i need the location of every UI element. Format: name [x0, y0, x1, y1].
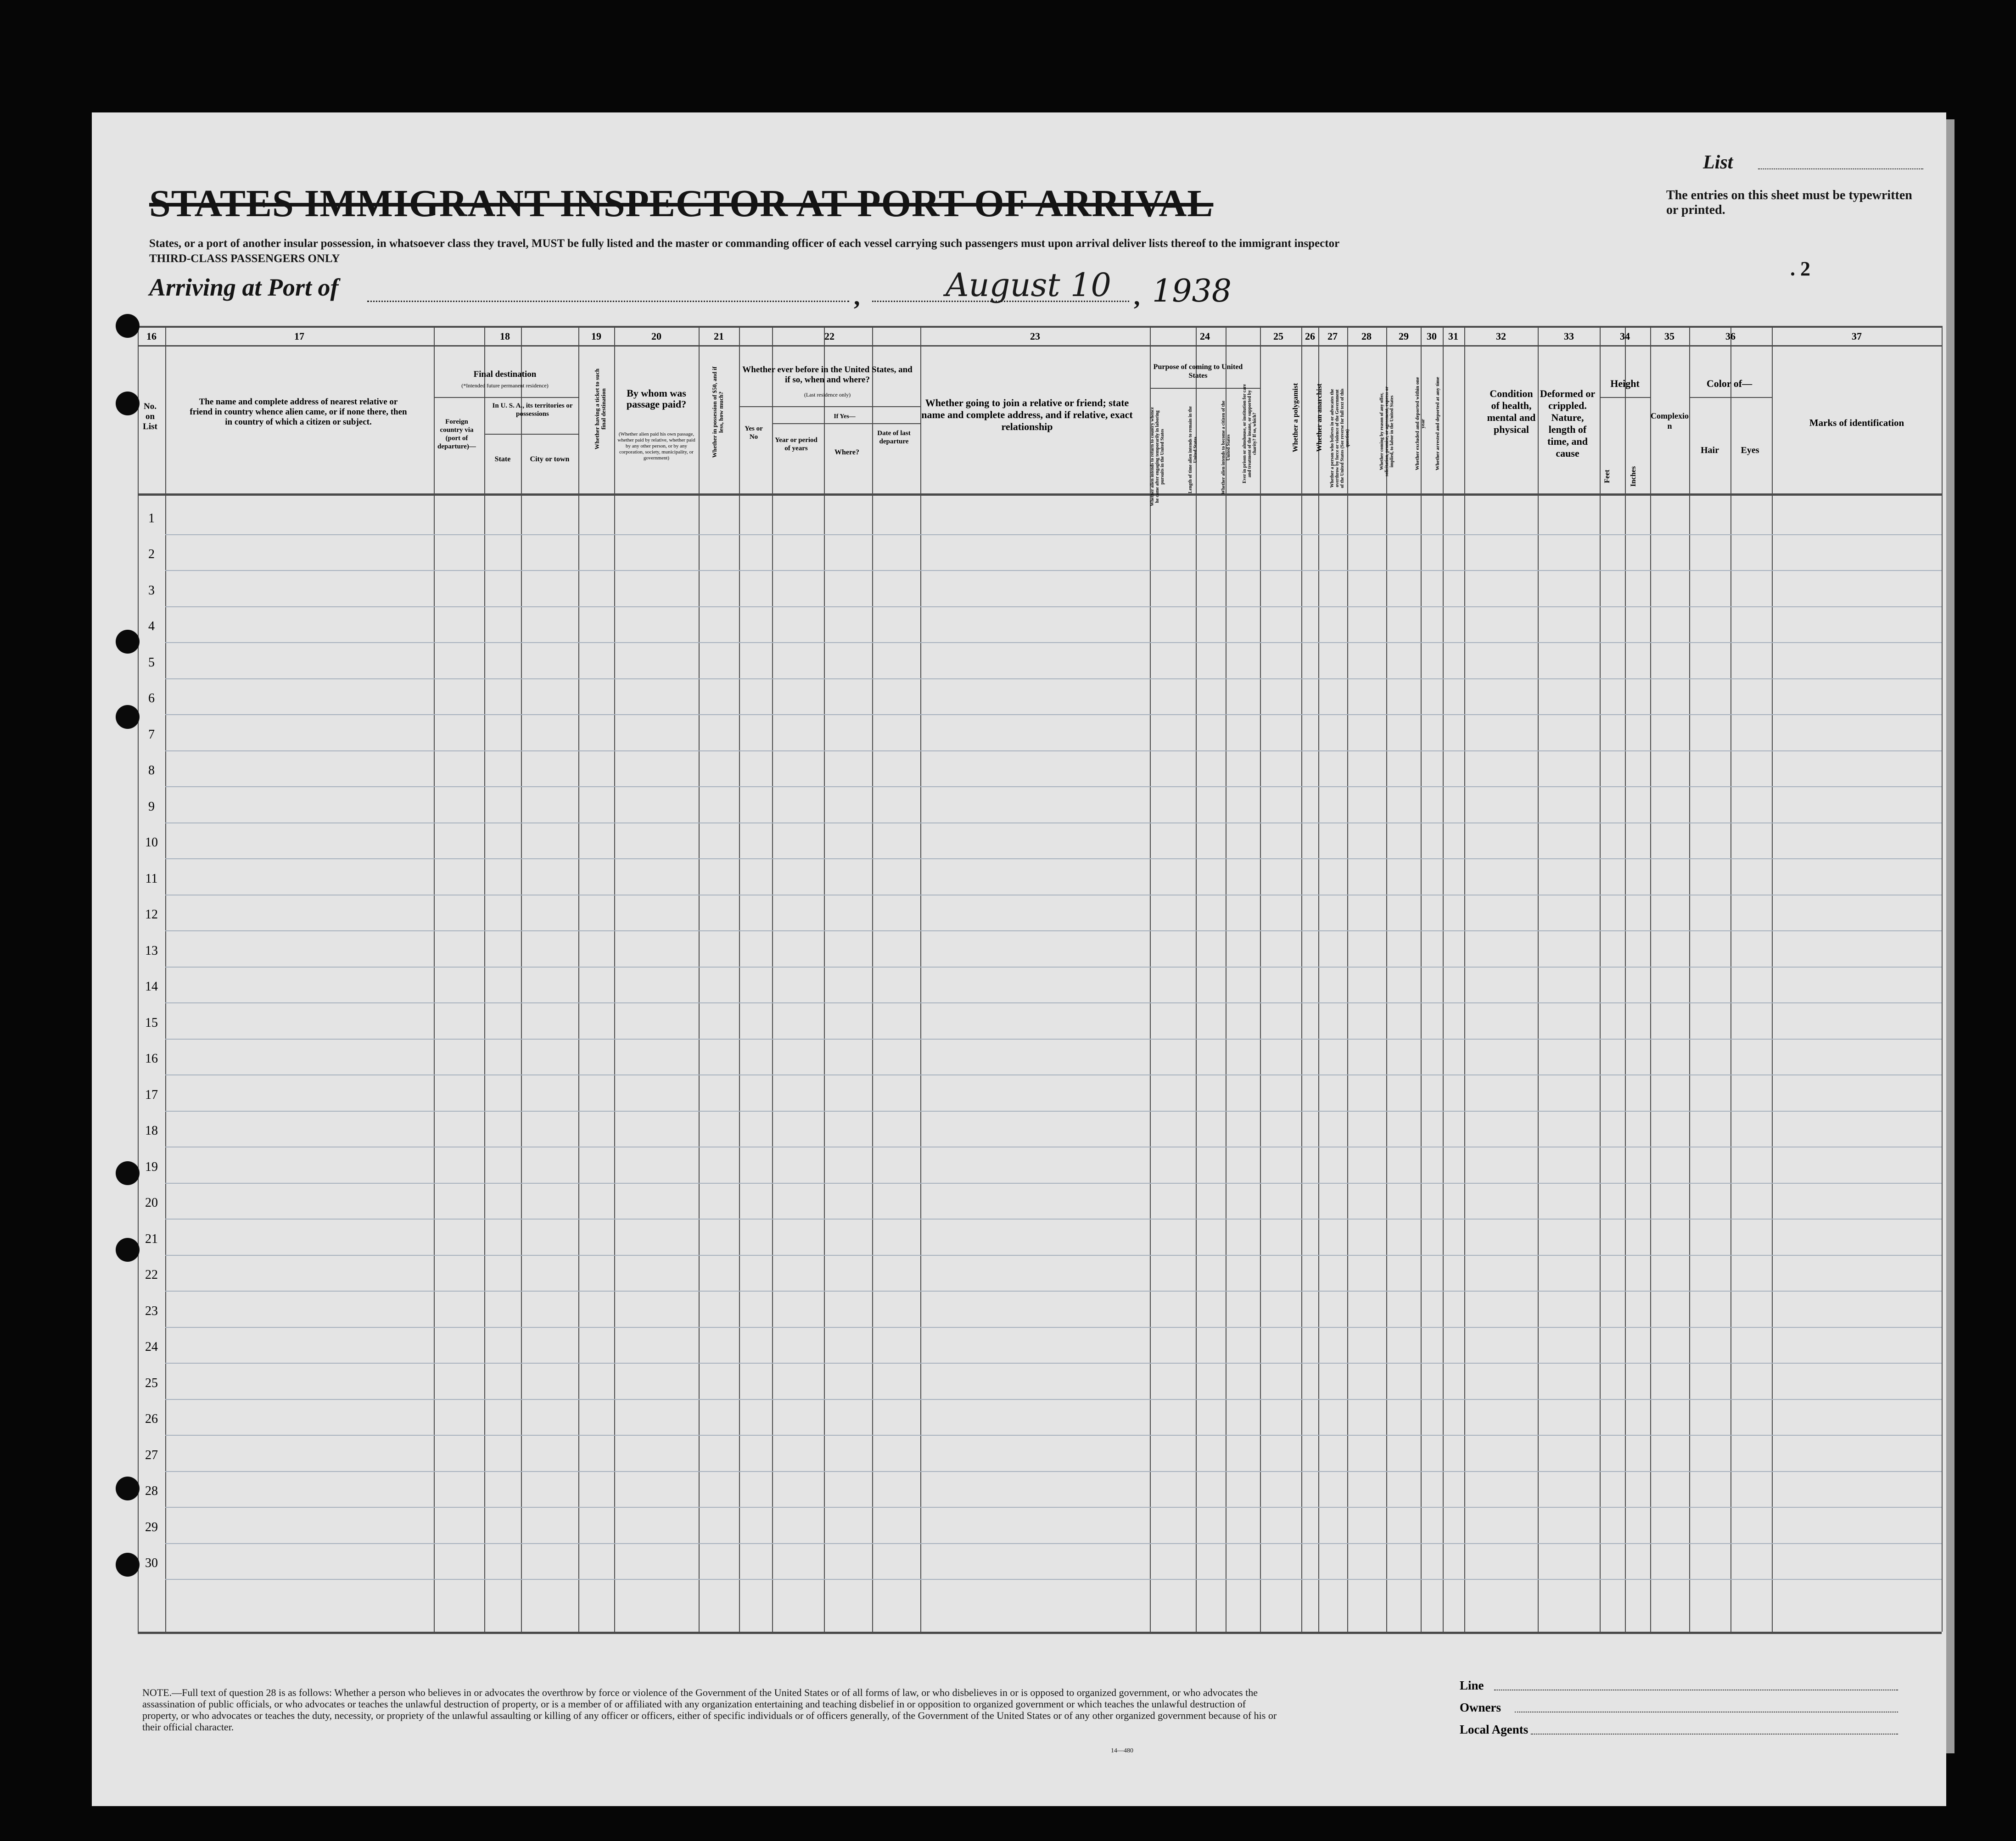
- col22-if-yes: If Yes—: [834, 413, 856, 420]
- column-rule: [1942, 326, 1943, 1632]
- column-rule: [1730, 326, 1731, 1632]
- rule-sub: [1689, 397, 1772, 398]
- row-number: 18: [145, 1124, 158, 1138]
- col20-note: (Whether alien paid his own passage, whether paid by relative, whether paid by any other person, or by any corporation, society, municipality, or government): [617, 431, 695, 461]
- row-rule: [165, 930, 1942, 931]
- row-rule: [165, 1579, 1942, 1580]
- row-number: 9: [148, 800, 155, 814]
- binder-hole: [116, 1161, 140, 1185]
- col33-header: Deformed or crippled. Nature, length of time, and cause: [1540, 388, 1596, 459]
- row-rule: [165, 570, 1942, 571]
- list-field: [1758, 168, 1923, 169]
- port-field: [367, 301, 849, 302]
- row-number: 6: [148, 691, 155, 705]
- col22-where: Where?: [834, 448, 859, 456]
- subtitle-class: THIRD-CLASS PASSENGERS ONLY: [149, 252, 340, 265]
- col22-date: Date of last departure: [877, 430, 911, 445]
- column-rule: [1318, 326, 1319, 1632]
- col31-header: Whether arrested and deported at any time: [1435, 377, 1440, 470]
- col22-yes-no: Yes or No: [745, 425, 763, 441]
- row-number: 19: [145, 1160, 158, 1174]
- column-number: 17: [294, 330, 304, 342]
- row-rule: [165, 678, 1942, 679]
- column-rule: [872, 326, 873, 1632]
- column-number: 33: [1564, 330, 1574, 342]
- column-rule: [1196, 326, 1197, 1632]
- col37-header: Marks of identification: [1809, 417, 1904, 428]
- column-rule: [1150, 326, 1151, 1632]
- row-rule: [165, 1471, 1942, 1472]
- row-number: 5: [148, 655, 155, 670]
- arriving-label: Arriving at Port of: [149, 274, 339, 301]
- column-number: 19: [591, 330, 601, 342]
- col24a-header: Whether alien intends to return to country whence he came after engaging temporarily in laboring pursuits in the United States: [1150, 407, 1165, 507]
- rule-sub: [484, 434, 578, 435]
- column-number: 23: [1030, 330, 1040, 342]
- col25-header: Ever in prison or almshouse, or institution for care and treatment of the insane, or supported by charity? If so, which?: [1242, 384, 1257, 484]
- col36-title: Color of—: [1706, 378, 1753, 389]
- row-rule: [165, 1074, 1942, 1075]
- col35-header: Complexion: [1651, 411, 1689, 431]
- row-number: 4: [148, 619, 155, 633]
- row-rule: [165, 1363, 1942, 1364]
- row-number: 15: [145, 1016, 158, 1030]
- col30-header: Whether excluded and deported within one year: [1415, 377, 1426, 470]
- column-number: 16: [146, 330, 157, 342]
- col18-state: State: [494, 455, 511, 463]
- row-number: 24: [145, 1340, 158, 1354]
- row-rule: [165, 606, 1942, 607]
- column-number: 27: [1327, 330, 1338, 342]
- column-rule: [1260, 326, 1261, 1632]
- col34-inches: Inches: [1630, 466, 1637, 487]
- column-number: 32: [1496, 330, 1506, 342]
- row-rule: [165, 1183, 1942, 1184]
- column-rule: [1464, 326, 1465, 1632]
- row-number: 3: [148, 583, 155, 598]
- rule-colnums: [138, 345, 1942, 347]
- col36-hair: Hair: [1701, 445, 1719, 455]
- row-number: 14: [145, 979, 158, 994]
- column-rule: [1600, 326, 1601, 1632]
- column-rule: [165, 326, 166, 1632]
- row-number: 2: [148, 547, 155, 561]
- row-rule: [165, 1291, 1942, 1292]
- col36-eyes: Eyes: [1741, 445, 1759, 455]
- binder-hole: [116, 1477, 140, 1500]
- row-number: 20: [145, 1196, 158, 1210]
- column-rule: [1689, 326, 1690, 1632]
- row-number: 27: [145, 1448, 158, 1462]
- col16-header: No. on List: [143, 402, 157, 431]
- column-rule: [824, 326, 825, 1632]
- column-number: 30: [1427, 330, 1437, 342]
- row-number: 17: [145, 1088, 158, 1102]
- comma: ,: [854, 283, 860, 310]
- row-number: 22: [145, 1268, 158, 1282]
- line-label: Line: [1460, 1679, 1484, 1692]
- column-number: 35: [1664, 330, 1674, 342]
- column-rule: [1772, 326, 1773, 1632]
- row-number: 26: [145, 1412, 158, 1426]
- column-rule: [521, 326, 522, 1632]
- row-rule: [165, 1219, 1942, 1220]
- subtitle-instructions: States, or a port of another insular possession, in whatsoever class they travel, MUST be fully listed and the master or commanding officer of each vessel carrying such passengers must upon arrival deliver lists thereof to the immigrant inspector: [149, 237, 1340, 250]
- col19-header: Whether having a ticket to such final destination: [594, 368, 607, 450]
- column-rule: [1538, 326, 1539, 1632]
- row-rule: [165, 1002, 1942, 1003]
- rule-header-bottom: [138, 493, 1942, 496]
- column-rule: [578, 326, 579, 1632]
- row-rule: [165, 858, 1942, 859]
- row-rule: [165, 1255, 1942, 1256]
- row-rule: [165, 642, 1942, 643]
- column-rule: [920, 326, 921, 1632]
- row-rule: [165, 1507, 1942, 1508]
- row-number: 12: [145, 907, 158, 922]
- col24-title: Purpose of coming to United States: [1153, 363, 1243, 380]
- row-number: 21: [145, 1232, 158, 1246]
- row-rule: [165, 1543, 1942, 1544]
- row-number: 29: [145, 1520, 158, 1534]
- column-rule: [739, 326, 740, 1632]
- row-number: 10: [145, 835, 158, 850]
- col29-header: Whether coming by reason of any offer, solicitation, promise, or agreement, express or implied, to labor in the United States: [1379, 386, 1394, 476]
- col18-note: (*Intended future permanent residence): [461, 382, 549, 389]
- handwritten-year: 1938: [1152, 273, 1232, 309]
- rule-sub: [434, 397, 578, 398]
- col18-city: City or town: [530, 455, 570, 463]
- column-rule: [1421, 326, 1422, 1632]
- col20-title: By whom was passage paid?: [626, 387, 687, 410]
- binder-hole: [116, 630, 140, 654]
- column-number: 24: [1200, 330, 1210, 342]
- binder-hole: [116, 1238, 140, 1262]
- row-number: 11: [145, 872, 158, 886]
- row-number: 23: [145, 1304, 158, 1318]
- column-number: 20: [651, 330, 661, 342]
- entries-note: The entries on this sheet must be typewritten or printed.: [1666, 188, 1912, 217]
- col18-foreign: Foreign country via (port of departure)—: [437, 418, 476, 450]
- column-number: 28: [1361, 330, 1372, 342]
- owners-label: Owners: [1460, 1701, 1501, 1714]
- column-number: 26: [1305, 330, 1315, 342]
- footer-note: NOTE.—Full text of question 28 is as follows: Whether a person who believes in or advocates the overthrow by force or violence of the Government of the United States or of all forms of law, or who disbelieves in or is opposed to organized government, or who advocates the assassination of public officials, or who advocates or teaches the unlawful destruction of property, or is a member of or affiliated with any organization entertaining and teaching disbelief in or opposition to organized government or which teaches the unlawful destruction of property, or who advocates or teaches the duty, necessity, or propriety of the unlawful assaulting or killing of any officer or officers, either of specific individuals or of officers generally, of the Government of the United States or of any other organized government because of his or their official character.: [142, 1687, 1277, 1733]
- col34-title: Height: [1610, 378, 1640, 389]
- agents-field: [1531, 1734, 1898, 1735]
- column-rule: [1301, 326, 1302, 1632]
- column-number: 31: [1448, 330, 1458, 342]
- col22-year: Year or period of years: [775, 436, 818, 452]
- row-number: 25: [145, 1376, 158, 1390]
- row-rule: [165, 1039, 1942, 1040]
- row-number: 1: [148, 511, 155, 526]
- col21-header: Whether in possession of $50, and if less, how much?: [711, 366, 724, 458]
- binder-hole: [116, 1553, 140, 1577]
- rule-sub: [1600, 397, 1650, 398]
- document-title: STATES IMMIGRANT INSPECTOR AT PORT OF ARRIVAL: [149, 182, 1214, 225]
- col34-feet: Feet: [1603, 470, 1611, 483]
- rule-sub: [739, 406, 920, 407]
- column-rule: [1625, 326, 1626, 1632]
- column-number: 36: [1725, 330, 1736, 342]
- col18-usa: In U. S. A., its territories or possessions: [492, 402, 573, 418]
- col18-title: Final destination: [473, 369, 537, 379]
- column-number: 29: [1399, 330, 1409, 342]
- row-number: 13: [145, 944, 158, 958]
- row-number: 7: [148, 727, 155, 742]
- col28-header: Whether a person who believes in or advocates the overthrow by force or violence of the Government of the United States (See reverse for full text of this question): [1330, 388, 1350, 488]
- column-number: 25: [1273, 330, 1283, 342]
- rule-bottom: [138, 1632, 1942, 1634]
- column-number: 34: [1620, 330, 1630, 342]
- col17-header: The name and complete address of nearest relative or friend in country whence alien came, or if none there, then in country of which a citizen or subject.: [190, 397, 407, 427]
- col22-title: Whether ever before in the United States, and if so, when and where?: [742, 365, 913, 385]
- col24c-header: Whether alien intends to become a citizen of the United States: [1221, 400, 1231, 495]
- column-number: 18: [500, 330, 510, 342]
- column-number: 22: [824, 330, 834, 342]
- agents-label: Local Agents: [1460, 1723, 1529, 1736]
- page-number: . 2: [1790, 257, 1810, 280]
- col24b-header: Length of time alien intends to remain in the United States: [1188, 406, 1198, 493]
- column-number: 37: [1852, 330, 1862, 342]
- row-number: 16: [145, 1052, 158, 1066]
- column-rule: [772, 326, 773, 1632]
- row-rule: [165, 714, 1942, 715]
- col23-header: Whether going to join a relative or friend; state name and complete address, and if relative, exact relationship: [921, 397, 1133, 432]
- form-number: 14—480: [1111, 1747, 1133, 1754]
- column-rule: [434, 326, 435, 1632]
- column-rule: [484, 326, 485, 1632]
- binder-hole: [116, 392, 140, 415]
- row-rule: [165, 1327, 1942, 1328]
- column-rule: [699, 326, 700, 1632]
- column-rule: [1386, 326, 1387, 1632]
- rule-top: [138, 326, 1942, 328]
- row-rule: [165, 967, 1942, 968]
- list-label: List: [1703, 152, 1733, 173]
- handwritten-date: August 10: [946, 266, 1111, 304]
- comma: ,: [1134, 283, 1140, 310]
- row-rule: [165, 1399, 1942, 1400]
- row-rule: [165, 750, 1942, 751]
- row-rule: [165, 786, 1942, 787]
- col32-header: Condition of health, mental and physical: [1487, 388, 1536, 435]
- row-number: 30: [145, 1556, 158, 1570]
- row-number: 28: [145, 1484, 158, 1498]
- binder-hole: [116, 314, 140, 338]
- binder-hole: [116, 705, 140, 729]
- column-number: 21: [714, 330, 724, 342]
- col26-header: Whether a polygamist: [1292, 383, 1299, 453]
- manifest-sheet: [92, 112, 1946, 1806]
- column-rule: [1347, 326, 1348, 1632]
- column-rule: [1443, 326, 1444, 1632]
- row-rule: [165, 534, 1942, 535]
- col22-note: (Last residence only): [804, 392, 851, 398]
- row-number: 8: [148, 763, 155, 778]
- column-rule: [614, 326, 615, 1632]
- rule-sub: [772, 423, 920, 424]
- col27-header: Whether an anarchist: [1316, 383, 1323, 452]
- column-rule: [1650, 326, 1651, 1632]
- row-rule: [165, 1435, 1942, 1436]
- row-rule: [165, 1111, 1942, 1112]
